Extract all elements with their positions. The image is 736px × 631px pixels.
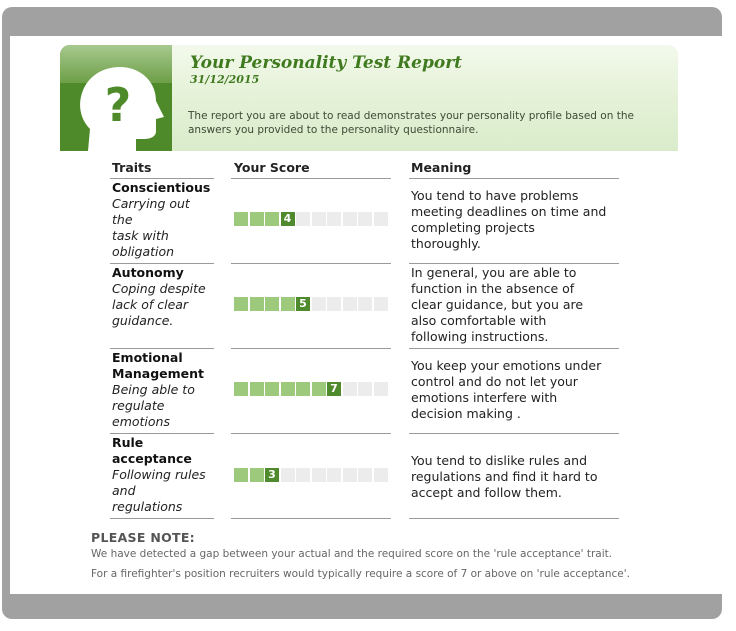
meaning-text: control and do not let your	[411, 374, 578, 389]
score-cell	[234, 212, 248, 226]
meaning-text: also comfortable with	[411, 313, 547, 328]
score-cell	[327, 297, 341, 311]
score-bar	[234, 468, 390, 482]
score-cell	[343, 297, 357, 311]
score-cell	[343, 212, 357, 226]
header-line-score	[231, 178, 391, 179]
meaning-text: You keep your emotions under	[411, 358, 602, 373]
score-cell	[265, 212, 279, 226]
meaning-text: following instructions.	[411, 329, 549, 344]
score-cell	[358, 212, 372, 226]
trait-description: regulations	[112, 499, 183, 514]
intro-text: The report you are about to read demonstrates your personality profile based on the answers you provided to the personality questionnaire.	[188, 110, 634, 136]
score-cell	[374, 212, 388, 226]
meaning-text: You tend to have problems	[411, 188, 579, 203]
score-cell	[343, 468, 357, 482]
score-cell	[250, 468, 264, 482]
trait-description: Carrying out	[112, 196, 190, 211]
score-cell	[374, 297, 388, 311]
meaning-text: function in the absence of	[411, 281, 575, 296]
header-line-meaning	[409, 178, 619, 179]
trait-name: acceptance	[112, 451, 192, 466]
trait-description: obligation	[112, 244, 175, 259]
score-cell	[358, 468, 372, 482]
trait-description: guidance.	[112, 313, 174, 328]
score-cell	[234, 468, 248, 482]
score-cell	[250, 297, 264, 311]
page-title: Your Personality Test Report	[190, 53, 463, 73]
trait-description: Being able to	[112, 382, 195, 397]
score-cell	[296, 382, 310, 396]
trait-description: lack of clear	[112, 297, 189, 312]
trait-description: Following rules	[112, 467, 206, 482]
score-cell	[312, 468, 326, 482]
score-cell	[327, 468, 341, 482]
score-cell	[281, 382, 295, 396]
col-header-traits: Traits	[112, 160, 152, 175]
meaning-text: accept and follow them.	[411, 485, 562, 500]
score-cell	[265, 382, 279, 396]
score-cell	[312, 212, 326, 226]
row-divider	[110, 433, 214, 434]
trait-description: regulate	[112, 398, 165, 413]
trait-name: Rule	[112, 435, 144, 450]
note-line-2: For a firefighter's position recruiters would typically require a score of 7 or above on 'rule acceptance'.	[91, 568, 630, 580]
score-cell	[281, 468, 295, 482]
score-value: 5	[296, 297, 310, 311]
score-cell	[312, 382, 326, 396]
trait-description: task with	[112, 228, 169, 243]
trait-name: Management	[112, 366, 205, 381]
score-value: 3	[265, 468, 279, 482]
score-cell	[296, 468, 310, 482]
trait-description: Coping despite	[112, 281, 206, 296]
score-cell	[234, 297, 248, 311]
note-line-1: We have detected a gap between your actual and the required score on the 'rule acceptance' trait.	[91, 548, 613, 560]
score-cell	[265, 297, 279, 311]
col-header-meaning: Meaning	[411, 160, 472, 175]
score-cell	[343, 382, 357, 396]
score-bar	[234, 212, 390, 226]
score-cell	[250, 382, 264, 396]
row-divider	[409, 433, 619, 434]
score-cell	[296, 212, 310, 226]
svg-text:?: ?	[104, 78, 132, 132]
meaning-text: thoroughly.	[411, 236, 481, 251]
row-divider	[409, 348, 619, 349]
header-panel	[172, 45, 678, 151]
row-divider	[409, 263, 619, 264]
report-header	[60, 45, 678, 151]
meaning-text: regulations and find it hard to	[411, 469, 598, 484]
row-divider	[231, 263, 391, 264]
row-divider	[231, 433, 391, 434]
row-divider	[110, 348, 214, 349]
score-cell	[374, 468, 388, 482]
row-divider	[110, 518, 214, 519]
row-divider	[231, 518, 391, 519]
score-cell	[374, 382, 388, 396]
trait-name: Conscientious	[112, 180, 211, 195]
trait-name: Autonomy	[112, 265, 184, 280]
score-cell	[358, 382, 372, 396]
meaning-text: emotions interfere with	[411, 390, 558, 405]
score-bar	[234, 382, 390, 396]
meaning-text: You tend to dislike rules and	[411, 453, 588, 468]
meaning-text: completing projects	[411, 220, 535, 235]
col-header-score: Your Score	[234, 160, 310, 175]
score-cell	[281, 297, 295, 311]
row-divider	[409, 518, 619, 519]
trait-description: emotions	[112, 414, 170, 429]
report-date: 31/12/2015	[190, 73, 260, 86]
trait-name: Emotional	[112, 350, 183, 365]
trait-description: the	[112, 212, 133, 227]
score-cell	[327, 212, 341, 226]
note-title: PLEASE NOTE:	[91, 530, 195, 545]
header-line-traits	[110, 178, 214, 179]
meaning-text: clear guidance, but you are	[411, 297, 584, 312]
head-question-icon	[60, 45, 172, 151]
trait-description: and	[112, 483, 136, 498]
score-cell	[234, 382, 248, 396]
score-value: 7	[327, 382, 341, 396]
score-value: 4	[281, 212, 295, 226]
row-divider	[110, 263, 214, 264]
score-cell	[250, 212, 264, 226]
meaning-text: decision making .	[411, 406, 521, 421]
score-bar	[234, 297, 390, 311]
score-cell	[312, 297, 326, 311]
meaning-text: In general, you are able to	[411, 265, 577, 280]
meaning-text: meeting deadlines on time and	[411, 204, 607, 219]
score-cell	[358, 297, 372, 311]
row-divider	[231, 348, 391, 349]
